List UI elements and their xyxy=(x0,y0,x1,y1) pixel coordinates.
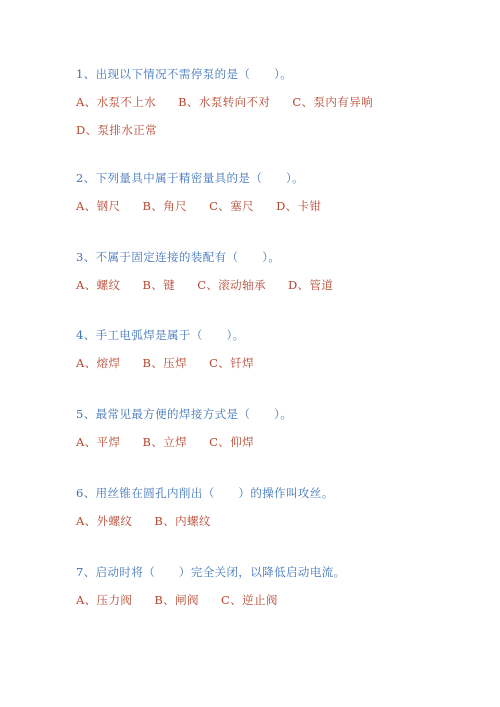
question-7 xyxy=(76,565,436,607)
question-4 xyxy=(76,328,436,370)
question-options xyxy=(76,514,436,528)
question-2 xyxy=(76,171,436,213)
question-stem: 7、启动时将（ ）完全关闭，以降低启动电流。 xyxy=(76,565,346,579)
option-a: A、压力阀 xyxy=(76,593,133,607)
option-c: C、滚动轴承 xyxy=(197,278,266,292)
option-a: A、外螺纹 xyxy=(76,514,133,528)
option-c: C、塞尺 xyxy=(209,199,254,213)
option-b: B、立焊 xyxy=(142,435,188,449)
question-stem: 3、不属于固定连接的装配有（ ）。 xyxy=(76,250,281,264)
question-6 xyxy=(76,486,436,528)
question-options xyxy=(76,278,436,292)
option-a: A、钢尺 xyxy=(76,199,121,213)
option-b: B、内螺纹 xyxy=(154,514,211,528)
question-options xyxy=(76,593,436,607)
option-d: D、卡钳 xyxy=(276,199,322,213)
option-a: A、熔焊 xyxy=(76,356,121,370)
question-5 xyxy=(76,407,436,449)
option-c: C、逆止阀 xyxy=(221,593,278,607)
question-stem: 5、最常见最方便的焊接方式是（ ）。 xyxy=(76,407,293,421)
question-options xyxy=(76,356,436,370)
option-d: D、泵排水正常 xyxy=(76,123,158,137)
option-b: B、压焊 xyxy=(142,356,188,370)
option-d: D、管道 xyxy=(287,278,334,292)
option-a: A、螺纹 xyxy=(76,278,121,292)
option-c: C、泵内有异响 xyxy=(292,95,373,109)
question-options xyxy=(76,199,436,213)
option-a: A、水泵不上水 xyxy=(76,95,157,109)
question-stem: 6、用丝锥在圆孔内削出（ ）的操作叫攻丝。 xyxy=(76,486,334,500)
question-options xyxy=(76,435,436,449)
option-b: B、键 xyxy=(142,278,176,292)
option-b: B、闸阀 xyxy=(154,593,199,607)
question-3 xyxy=(76,250,436,292)
option-c: C、钎焊 xyxy=(209,356,254,370)
question-stem: 2、下列量具中属于精密量具的是（ ）。 xyxy=(76,171,305,185)
option-a: A、平焊 xyxy=(76,435,121,449)
option-c: C、仰焊 xyxy=(209,435,254,449)
question-stem: 1、出现以下情况不需停泵的是（ ）。 xyxy=(76,67,293,81)
question-options xyxy=(76,88,431,144)
option-b: B、角尺 xyxy=(142,199,188,213)
option-b: B、水泵转向不对 xyxy=(178,95,271,109)
question-1 xyxy=(76,67,436,144)
question-stem: 4、手工电弧焊是属于（ ）。 xyxy=(76,328,245,342)
